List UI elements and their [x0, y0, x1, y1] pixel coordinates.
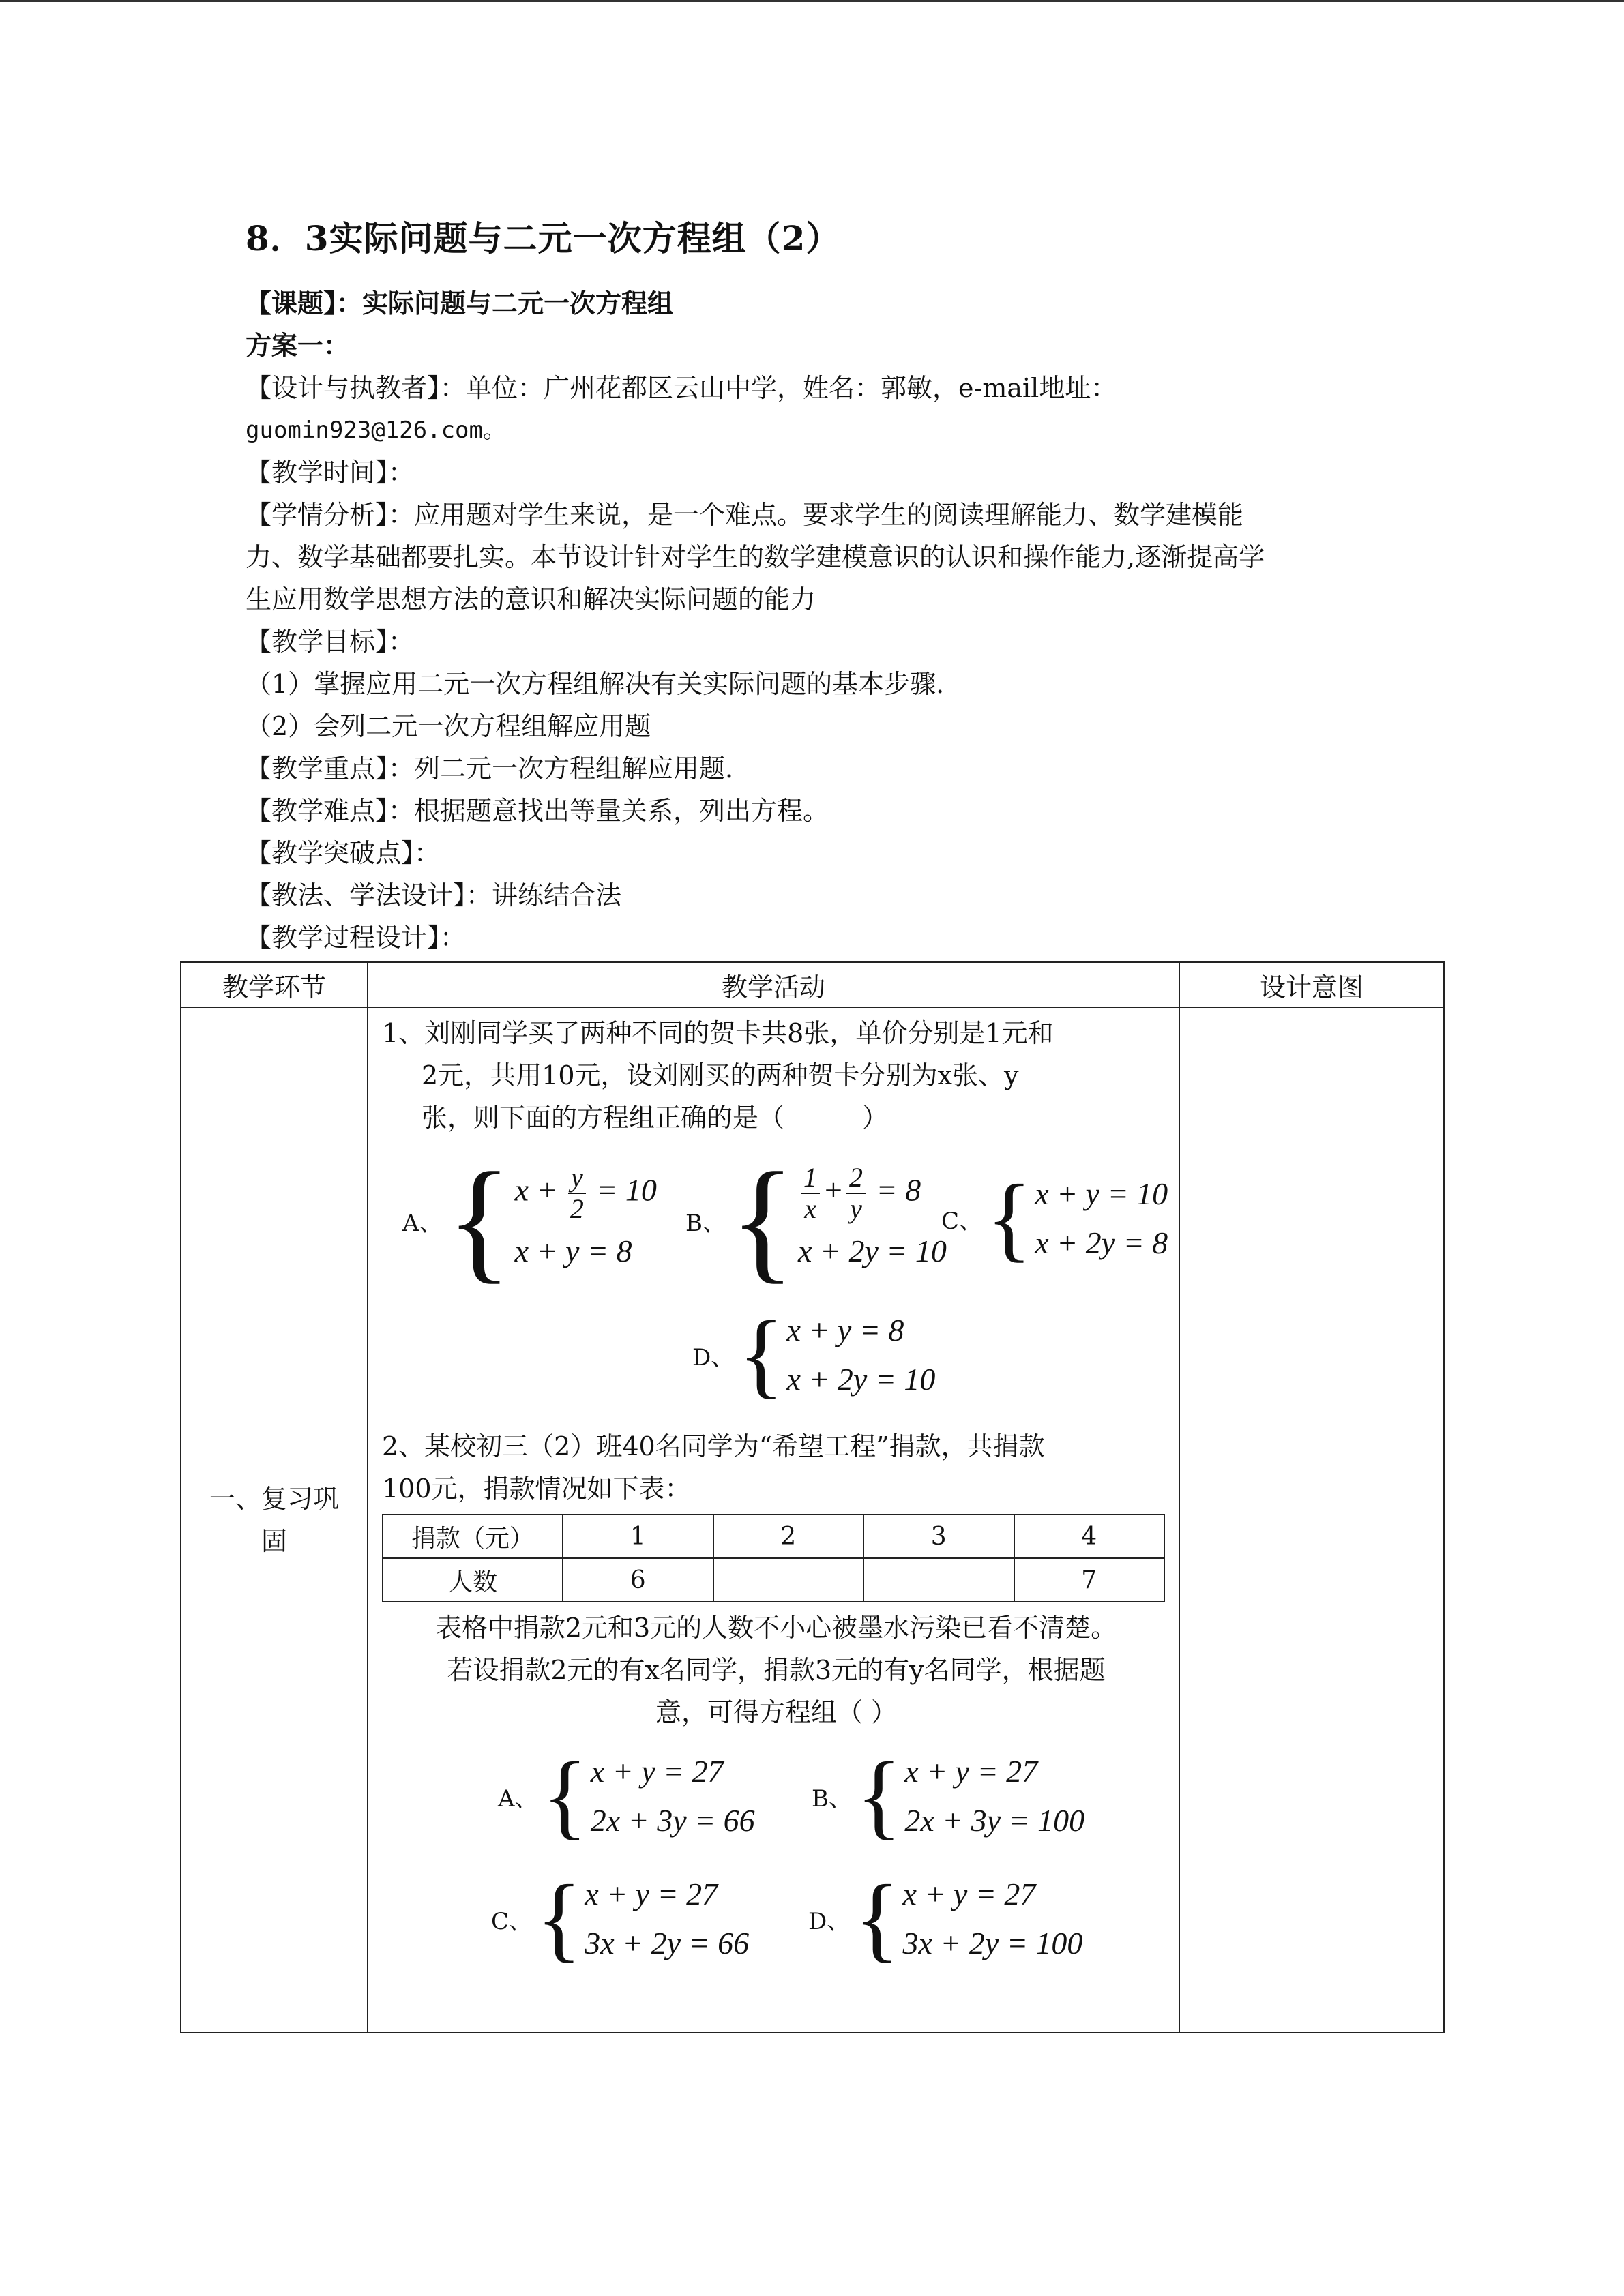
q2-text-5: 意，可得方程组（ ）: [655, 1697, 898, 1727]
table-cell: 6: [563, 1558, 713, 1602]
equation: x + $\frac{y}{2}$ = 10: [514, 1162, 657, 1224]
topic-line: 【课题】：实际问题与二元一次方程组: [246, 288, 674, 318]
q1-option-a: [402, 1145, 657, 1296]
equation: x + 2y = 8: [1035, 1225, 1168, 1260]
q1-options-d: [382, 1302, 1170, 1425]
q2-text-2: 100元，捐款情况如下表：: [382, 1474, 691, 1504]
equation: 3x + 2y = 100: [902, 1926, 1083, 1960]
analysis-line-1: 【学情分析】：应用题对学生来说，是一个难点。要求学生的阅读理解能力、数学建模能: [246, 500, 1244, 530]
intent-cell: [1179, 1007, 1444, 2033]
question-1: [382, 1012, 1170, 1139]
q2-option-d: [808, 1866, 1083, 1971]
option-label: D、: [692, 1343, 735, 1371]
q1-option-d: [692, 1302, 936, 1407]
q2-option-c: [491, 1866, 750, 1971]
table-row: [383, 1558, 1164, 1602]
equation: x + y = 27: [904, 1754, 1038, 1789]
equation: x + y = 8: [786, 1313, 904, 1347]
q1-option-c: [941, 1165, 1168, 1271]
equation: 3x + 2y = 66: [585, 1926, 750, 1960]
difficulty-line: 【教学难点】：根据题意找出等量关系，列出方程。: [246, 796, 829, 826]
option-label: C、: [491, 1907, 533, 1935]
table-cell: 人数: [383, 1558, 563, 1602]
stage-cell: [181, 1007, 368, 2033]
option-label: C、: [941, 1207, 983, 1235]
left-brace-icon: {: [856, 1743, 902, 1849]
table-cell: 7: [1014, 1558, 1165, 1602]
table-cell: 捐款（元）: [383, 1515, 563, 1558]
goal-2: （2）会列二元一次方程组解应用题: [246, 711, 651, 741]
header-intent: 设计意图: [1179, 962, 1444, 1007]
equation: x + y = 8: [514, 1234, 632, 1268]
table-cell: 1: [563, 1515, 713, 1558]
left-brace-icon: {: [446, 1145, 512, 1296]
left-brace-icon: {: [738, 1302, 784, 1407]
q1-text-1: 1、刘刚同学买了两种不同的贺卡共8张，单价分别是1元和: [382, 1018, 1054, 1048]
option-label: B、: [812, 1785, 852, 1813]
equation: x + 2y = 10: [798, 1234, 947, 1268]
question-2: [382, 1425, 1170, 1510]
lesson-header: [246, 211, 1405, 959]
lesson-process-table: [180, 961, 1445, 2033]
left-brace-icon: {: [542, 1743, 588, 1849]
q2-options-ab: [382, 1733, 1170, 1863]
q2-text-3: 表格中捐款2元和3元的人数不小心被墨水污染已看不清楚。: [435, 1613, 1117, 1643]
table-cell: 4: [1014, 1515, 1165, 1558]
page-title: 8．3实际问题与二元一次方程组（2）: [246, 218, 841, 258]
activity-cell: [368, 1007, 1179, 2033]
table-cell: [863, 1558, 1014, 1602]
table-cell: 3: [863, 1515, 1014, 1558]
stage-label: 一、复习巩固: [209, 1484, 339, 1556]
option-label: D、: [808, 1907, 851, 1935]
table-header-row: [181, 962, 1444, 1007]
equation: x + y = 27: [902, 1877, 1036, 1911]
table-cell: 2: [713, 1515, 864, 1558]
q2-option-b: [812, 1743, 1085, 1849]
equation: x + 2y = 10: [786, 1362, 936, 1397]
table-cell: [713, 1558, 864, 1602]
q1-text-2: 2元，共用10元，设刘刚买的两种贺卡分别为x张、y: [422, 1060, 1019, 1090]
q1-options-abc: [382, 1139, 1170, 1306]
option-label: A、: [402, 1209, 443, 1237]
table-row: [181, 1007, 1444, 2033]
q1-text-3: 张，则下面的方程组正确的是（ ）: [422, 1103, 889, 1133]
question-2-cont: [382, 1607, 1170, 1733]
equation: x + y = 27: [590, 1754, 724, 1789]
donation-table: [382, 1514, 1165, 1602]
analysis-line-3: 生应用数学思想方法的意识和解决实际问题的能力: [246, 584, 816, 614]
analysis-line-2: 力、数学基础都要扎实。本节设计针对学生的数学建模意识的认识和操作能力,逐渐提高学: [246, 542, 1265, 572]
key-point-line: 【教学重点】：列二元一次方程组解应用题.: [246, 754, 734, 784]
process-line: 【教学过程设计】：: [246, 923, 467, 953]
equation: $\frac{1}{x}$ + $\frac{2}{y}$ = 8: [798, 1163, 947, 1224]
time-line: 【教学时间】：: [246, 458, 415, 488]
left-brace-icon: {: [536, 1866, 582, 1971]
designer-line: 【设计与执教者】：单位：广州花都区云山中学，姓名：郭敏，e-mail地址：: [246, 373, 1117, 403]
breakthrough-line: 【教学突破点】：: [246, 838, 441, 868]
left-brace-icon: {: [730, 1145, 795, 1296]
option-label: A、: [498, 1785, 538, 1813]
left-brace-icon: {: [854, 1866, 900, 1971]
method-line: 【教法、学法设计】：讲练结合法: [246, 880, 622, 910]
equation: x + y = 27: [585, 1877, 718, 1911]
plan-line: 方案一：: [246, 330, 350, 361]
left-brace-icon: {: [986, 1165, 1033, 1271]
goals-line: 【教学目标】：: [246, 627, 415, 657]
q2-option-a: [498, 1743, 755, 1849]
table-row: [383, 1515, 1164, 1558]
header-stage: 教学环节: [181, 962, 368, 1007]
equation: x + y = 10: [1035, 1176, 1168, 1211]
equation: 2x + 3y = 100: [904, 1803, 1085, 1838]
q2-text-4: 若设捐款2元的有x名同学，捐款3元的有y名同学，根据题: [447, 1655, 1106, 1685]
top-border-line: [0, 0, 1624, 2]
goal-1: （1）掌握应用二元一次方程组解决有关实际问题的基本步骤.: [246, 669, 945, 699]
option-label: B、: [685, 1209, 726, 1237]
q1-option-b: [685, 1145, 947, 1296]
q2-text-1: 2、某校初三（2）班40名同学为“希望工程”捐款，共捐款: [382, 1431, 1045, 1461]
equation: 2x + 3y = 66: [590, 1803, 755, 1838]
q2-options-cd: [382, 1863, 1170, 1993]
header-activity: 教学活动: [368, 962, 1179, 1007]
email-line: guomin923@126.com。: [246, 417, 506, 444]
